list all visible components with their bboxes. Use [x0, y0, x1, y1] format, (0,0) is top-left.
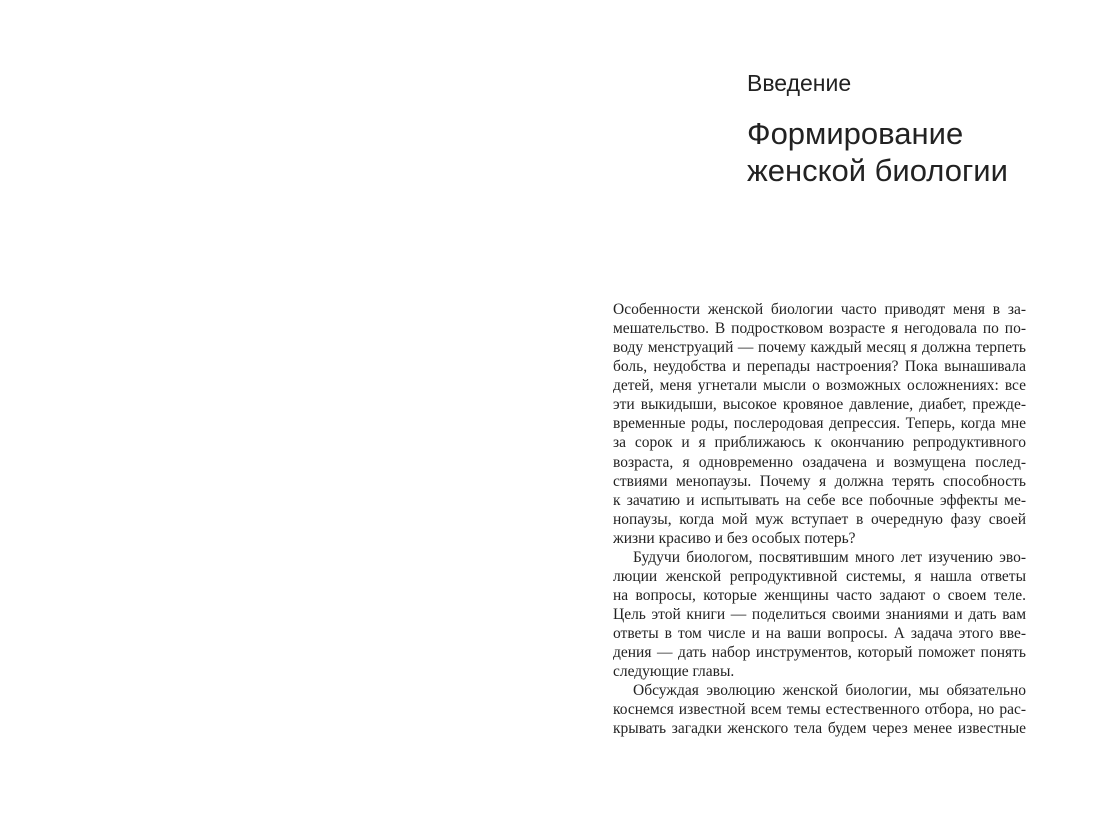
text-line: жизни красиво и без особых потерь? [613, 529, 856, 547]
text-line: Обсуждая эволюцию женской биологии, мы обязательно [633, 682, 1026, 700]
text-line: временные роды, послеродовая депрессия. Теперь, когда мне [613, 415, 1026, 433]
text-line: люции женской репродуктивной системы, я нашла ответы [613, 567, 1026, 585]
text-line: нопаузы, когда мой муж вступает в очередную фазу своей [613, 510, 1026, 528]
text-line: воду менструаций — почему каждый месяц я должна терпеть [613, 339, 1026, 357]
text-line: крывать загадки женского тела будем через менее известные [613, 720, 1026, 738]
text-line: на вопросы, которые женщины часто задают о своем теле. [613, 586, 1026, 604]
text-line: ответы в том числе и на ваши вопросы. А задача этого вве- [613, 625, 1026, 643]
body-text [613, 300, 1026, 738]
chapter-title [747, 115, 1008, 189]
text-line: эти выкидыши, высокое кровяное давление, диабет, прежде- [613, 396, 1026, 414]
chapter-title-line-2: женской биологии [747, 153, 1008, 188]
text-line: боль, неудобства и перепады настроения? Пока вынашивала [613, 358, 1026, 376]
text-line: за сорок и я приближаюсь к окончанию репродуктивного [613, 434, 1026, 452]
text-line: Особенности женской биологии часто приводят меня в за- [613, 301, 1026, 318]
text-line: возраста, я одновременно озадачена и возмущена послед- [613, 453, 1026, 471]
text-line: коснемся известной всем темы естественного отбора, но рас- [613, 701, 1026, 719]
text-line: детей, меня угнетали мысли о возможных осложнениях: все [613, 377, 1026, 395]
chapter-label: Введение [747, 70, 852, 96]
text-line: следующие главы. [613, 663, 735, 681]
text-line: к зачатию и испытывать на себе все побочные эффекты ме- [613, 491, 1026, 509]
text-line: Цель этой книги — поделиться своими знаниями и дать вам [613, 606, 1026, 623]
text-line: мешательство. В подростковом возрасте я негодовала по по- [613, 320, 1026, 338]
text-line: Будучи биологом, посвятившим много лет изучению эво- [633, 548, 1026, 566]
text-line: дения — дать набор инструментов, который поможет понять [613, 644, 1026, 662]
text-line: ствиями менопаузы. Почему я должна терять способность [613, 472, 1026, 490]
right-page [550, 0, 1100, 825]
chapter-title-line-1: Формирование [747, 116, 964, 151]
